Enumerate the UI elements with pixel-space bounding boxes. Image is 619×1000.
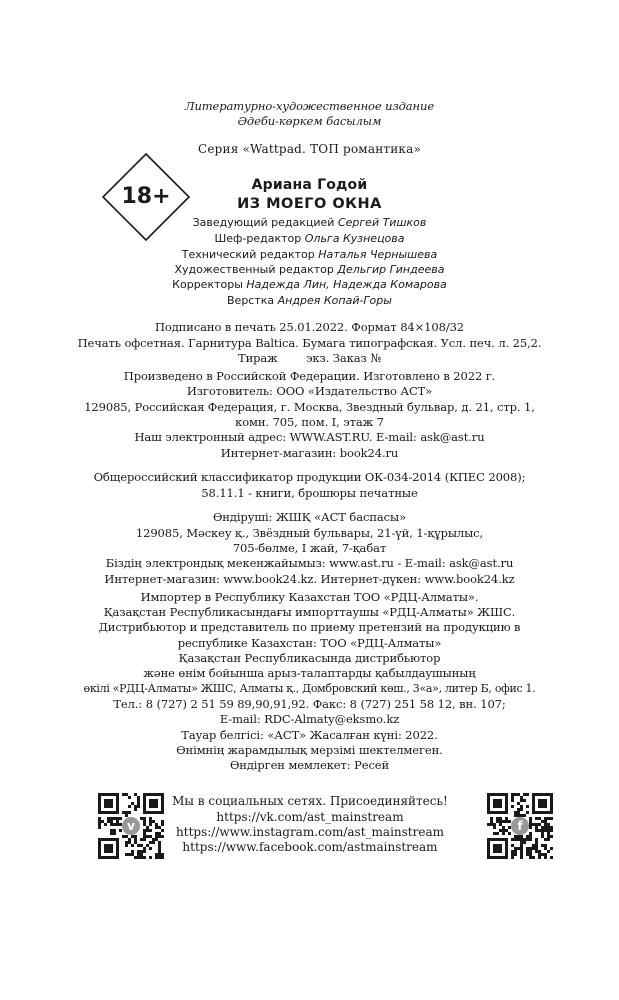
importer-line: өкілі «РДЦ-Алматы» ЖШС, Алматы қ., Домбровский көш., 3«а», литер Б, офис 1. xyxy=(83,682,536,695)
staff-name: Андрея Копай-Горы xyxy=(277,294,392,307)
book-title: ИЗ МОЕГО ОКНА xyxy=(237,196,382,212)
staff-role: Корректоры xyxy=(172,278,243,291)
classifier-line: 58.11.1 - книги, брошюры печатные xyxy=(201,486,418,500)
manufacturer-line: Произведено в Российской Федерации. Изготовлено в 2022 г. xyxy=(123,369,496,383)
staff-line xyxy=(0,232,619,245)
kz-producer-line: Біздің электрондық мекенжайымыз: www.ast.ru - E-mail: ask@ast.ru xyxy=(105,556,514,570)
staff-role: Шеф-редактор xyxy=(214,232,302,245)
vk-icon: v xyxy=(122,817,140,835)
importer-line: E-mail: RDC-Almaty@eksmo.kz xyxy=(219,712,400,726)
staff-line xyxy=(0,248,619,261)
staff-role: Технический редактор xyxy=(181,248,315,261)
staff-line xyxy=(0,278,619,291)
social-heading: Мы в социальных сетях. Присоединяйтесь! xyxy=(172,794,448,808)
kz-producer-line: Интернет-магазин: www.book24.kz. Интернет-дүкен: www.book24.kz xyxy=(104,572,515,586)
importer-line: Өнімнің жарамдылық мерзімі шектелмеген. xyxy=(176,743,443,757)
kz-producer-line: 129085, Мәскеу қ., Звёздный бульвары, 21-үй, 1-құрылыс, xyxy=(135,526,484,540)
importer-line: Өндірген мемлекет: Ресей xyxy=(229,758,390,772)
importer-line: Қазақстан Республикасында дистрибьютор xyxy=(178,651,441,665)
importer-line: Тауар белгісі: «АСТ» Жасалған күні: 2022. xyxy=(181,728,438,742)
staff-line xyxy=(0,216,619,229)
staff-role: Заведующий редакцией xyxy=(192,216,335,229)
edition-type-ru: Литературно-художественное издание xyxy=(184,99,435,113)
book-author: Ариана Годой xyxy=(251,177,368,193)
manufacturer-line: комн. 705, пом. I, этаж 7 xyxy=(235,415,384,429)
age-rating-label: 18+ xyxy=(121,184,171,209)
social-link-instagram[interactable]: https://www.instagram.com/ast_mainstream xyxy=(176,825,444,839)
vk-qr-code[interactable] xyxy=(98,793,164,859)
staff-name: Сергей Тишков xyxy=(337,216,427,229)
staff-role: Художественный редактор xyxy=(174,263,334,276)
print-info-line: Подписано в печать 25.01.2022. Формат 84×108/32 xyxy=(154,320,465,334)
staff-line xyxy=(0,294,619,307)
manufacturer-line: Изготовитель: ООО «Издательство АСТ» xyxy=(186,384,433,398)
facebook-icon: f xyxy=(511,817,529,835)
staff-role: Верстка xyxy=(227,294,275,307)
print-info-line: Печать офсетная. Гарнитура Baltica. Бумага типографская. Усл. печ. л. 25,2. xyxy=(77,336,542,350)
importer-line: республике Казахстан: ТОО «РДЦ-Алматы» xyxy=(177,636,442,650)
edition-type-kz: Әдеби-көркем басылым xyxy=(237,114,382,128)
manufacturer-line: Наш электронный адрес: WWW.AST.RU. E-mail: ask@ast.ru xyxy=(134,430,485,444)
series-title: Серия «Wattpad. ТОП романтика» xyxy=(197,142,422,156)
manufacturer-line: Интернет-магазин: book24.ru xyxy=(220,446,399,460)
social-link-facebook[interactable]: https://www.facebook.com/astmainstream xyxy=(182,840,438,854)
staff-name: Надежда Лин, Надежда Комарова xyxy=(246,278,447,291)
staff-name: Наталья Чернышева xyxy=(318,248,438,261)
facebook-qr-code[interactable] xyxy=(487,793,553,859)
importer-line: Қазақстан Республикасындағы импорттаушы «РДЦ-Алматы» ЖШС. xyxy=(103,605,516,619)
importer-line: Дистрибьютор и представитель по приему претензий на продукцию в xyxy=(98,620,521,634)
importer-line: және өнім бойынша арыз-талаптарды қабылдаушының xyxy=(143,666,476,680)
staff-name: Дельгир Гиндеева xyxy=(337,263,445,276)
manufacturer-line: 129085, Российская Федерация, г. Москва, Звездный бульвар, д. 21, стр. 1, xyxy=(84,400,535,414)
importer-line: Тел.: 8 (727) 2 51 59 89,90,91,92. Факс: 8 (727) 251 58 12, вн. 107; xyxy=(113,697,506,711)
print-info-line: Тираж экз. Заказ № xyxy=(238,351,381,365)
classifier-line: Общероссийский классификатор продукции ОК-034-2014 (КПЕС 2008); xyxy=(93,470,526,484)
social-link-vk[interactable]: https://vk.com/ast_mainstream xyxy=(216,810,404,824)
staff-line xyxy=(0,263,619,276)
importer-line: Импортер в Республику Казахстан ТОО «РДЦ-Алматы». xyxy=(140,590,479,604)
staff-name: Ольга Кузнецова xyxy=(304,232,405,245)
kz-producer-line: Өндіруші: ЖШҚ «АСТ баспасы» xyxy=(212,510,407,524)
kz-producer-line: 705-бөлме, I жай, 7-қабат xyxy=(232,541,387,555)
